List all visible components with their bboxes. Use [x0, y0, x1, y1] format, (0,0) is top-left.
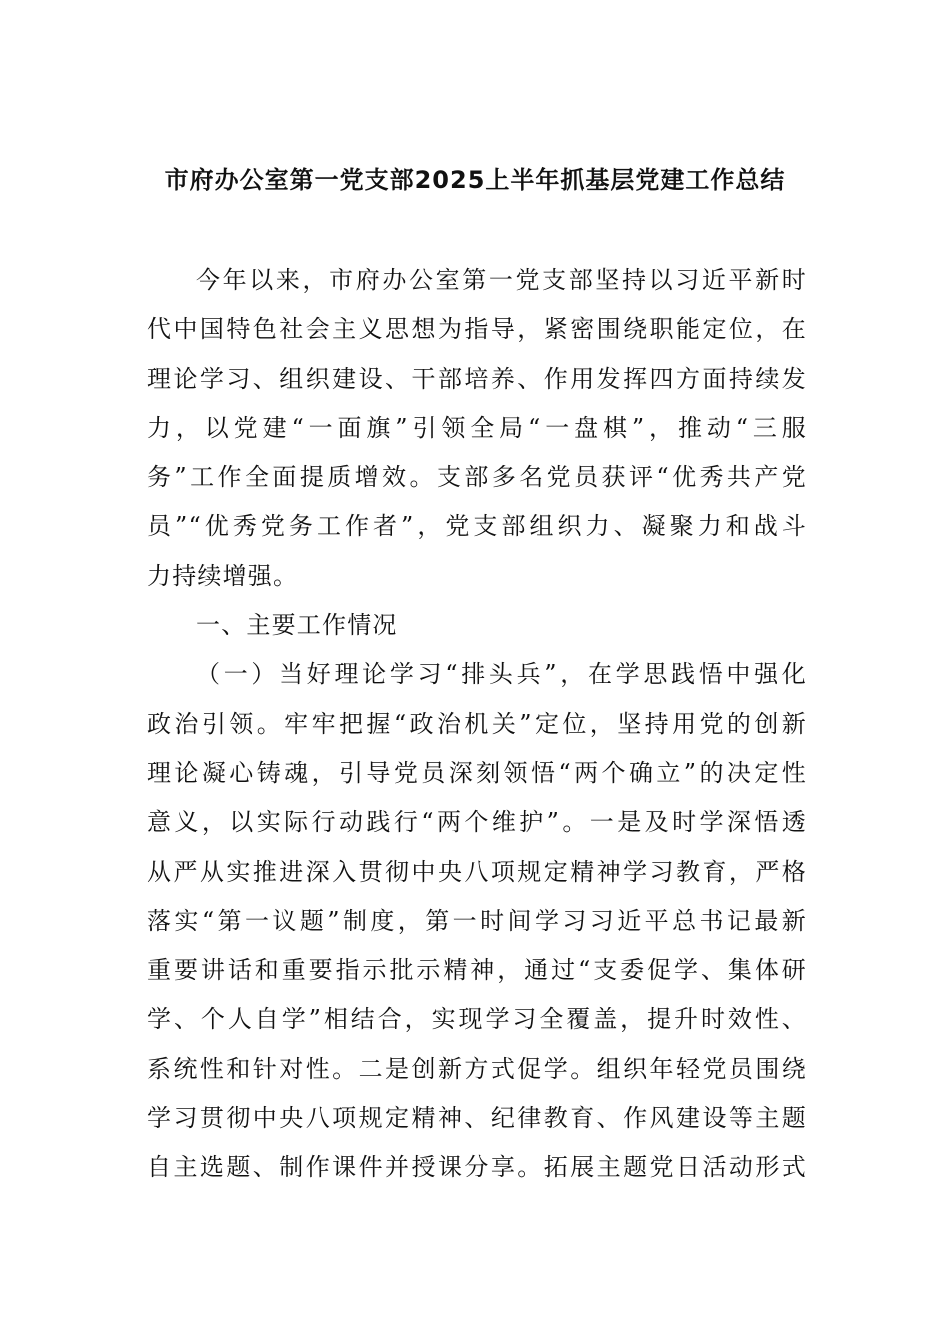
document-title: 市府办公室第一党支部2025上半年抓基层党建工作总结	[164, 166, 786, 194]
paragraph-line: 力持续增强。	[147, 561, 299, 590]
paragraph-line: 代中国特色社会主义思想为指导，紧密围绕职能定位，在	[147, 315, 807, 344]
paragraph-line: 务”工作全面提质增效。支部多名党员获评“优秀共产党	[147, 463, 807, 492]
document-body	[147, 256, 807, 1193]
section-heading: 一、主要工作情况	[196, 611, 398, 640]
paragraph-line: 今年以来，市府办公室第一党支部坚持以习近平新时	[196, 266, 807, 294]
paragraph-line: 理论凝心铸魂，引导党员深刻领悟“两个确立”的决定性	[147, 758, 807, 787]
paragraph-line: 意义，以实际行动践行“两个维护”。一是及时学深悟透	[147, 808, 807, 837]
paragraph-line: 从严从实推进深入贯彻中央八项规定精神学习教育，严格	[147, 857, 807, 886]
subsection-heading-line: （一）当好理论学习“排头兵”，在学思践悟中强化	[196, 660, 807, 689]
paragraph-line: 落实“第一议题”制度，第一时间学习习近平总书记最新	[147, 906, 807, 935]
paragraph-line: 力，以党建“一面旗”引领全局“一盘棋”，推动“三服	[147, 413, 807, 442]
paragraph-line: 学习贯彻中央八项规定精神、纪律教育、作风建设等主题	[147, 1104, 807, 1133]
paragraph-line: 政治引领。牢牢把握“政治机关”定位，坚持用党的创新	[147, 709, 807, 738]
paragraph-line: 员”“优秀党务工作者”，党支部组织力、凝聚力和战斗	[147, 512, 807, 541]
paragraph-line: 系统性和针对性。二是创新方式促学。组织年轻党员围绕	[147, 1054, 807, 1083]
paragraph-line: 自主选题、制作课件并授课分享。拓展主题党日活动形式	[147, 1153, 807, 1182]
paragraph-line: 理论学习、组织建设、干部培养、作用发挥四方面持续发	[147, 364, 807, 393]
paragraph-line: 重要讲话和重要指示批示精神，通过“支委促学、集体研	[147, 956, 807, 985]
paragraph-line: 学、个人自学”相结合，实现学习全覆盖，提升时效性、	[147, 1005, 807, 1034]
